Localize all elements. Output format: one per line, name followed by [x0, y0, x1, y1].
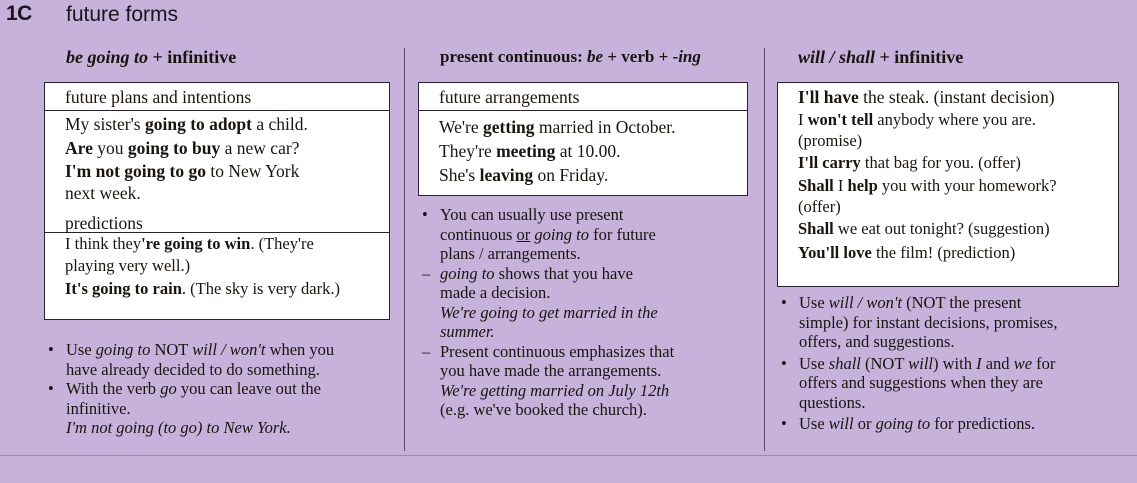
col1-note-1: • Use going to NOT will / won't when you have already decided to do something. [48, 340, 335, 379]
col1-example-4: I think they're going to win. (They're playing very well.) [65, 234, 314, 275]
col2-note-2: – going to shows that you have made a decision. We're going to get married in the summer. [422, 263, 658, 341]
col3-example-1: I'll have the steak. (instant decision) [798, 87, 1055, 107]
col2-examples-box [418, 82, 748, 196]
col1-label-plans: future plans and intentions [65, 87, 252, 107]
col1-examples-box [44, 82, 390, 320]
col3-note-1: • Use will / won't (NOT the present simple) for instant decisions, promises, offers, and suggestions. [781, 293, 1058, 351]
col3-heading: will / shall + infinitive [798, 47, 964, 67]
col2-example-1: We're getting married in October. [439, 117, 676, 137]
col3-example-3: I'll carry that bag for you. (offer) [798, 153, 1021, 172]
col3-examples-box [777, 82, 1119, 287]
column-divider-2 [764, 48, 765, 451]
col3-notes [777, 293, 1133, 434]
col2-example-2: They're meeting at 10.00. [439, 141, 621, 161]
col1-example-2: Are you going to buy a new car? [65, 138, 300, 158]
col3-example-5: Shall we eat out tonight? (suggestion) [798, 219, 1050, 238]
col2-example-3: She's leaving on Friday. [439, 165, 609, 185]
col1-notes [44, 340, 396, 438]
bottom-rule [0, 455, 1137, 456]
col2-note-1: • You can usually use present continuous or going to for future plans / arrangements. [422, 205, 656, 263]
col3-example-6: You'll love the film! (prediction) [798, 243, 1016, 262]
section-title: future forms [66, 3, 179, 26]
col2-note-3: – Present continuous emphasizes that you have made the arrangements. We're getting married on July 12th (e.g. we've booked the church). [422, 341, 675, 419]
col3-note-2: • Use shall (NOT will) with I and we for offers and suggestions when they are questions. [781, 353, 1056, 412]
col1-heading: be going to + infinitive [66, 47, 237, 67]
section-number: 1C [6, 2, 32, 25]
col1-note-2: • With the verb go you can leave out the infinitive. I'm not going (to go) to New York. [48, 379, 322, 437]
col1-label-predictions: predictions [65, 213, 143, 233]
col3-example-4: Shall I help you with your homework? (offer) [798, 176, 1057, 216]
col2-notes [418, 205, 758, 420]
col1-example-1: My sister's going to adopt a child. [65, 114, 308, 134]
col2-label-arrangements: future arrangements [439, 87, 580, 107]
col2-heading: present continuous: be + verb + -ing [440, 47, 701, 66]
col1-example-5: It's going to rain. (The sky is very dark.) [65, 279, 340, 298]
column-divider-1 [404, 48, 405, 451]
col3-example-2: I won't tell anybody where you are. (promise) [798, 110, 1036, 150]
col3-note-3: • Use will or going to for predictions. [781, 414, 1036, 433]
col1-example-3: I'm not going to go to New York next week. [65, 161, 300, 203]
